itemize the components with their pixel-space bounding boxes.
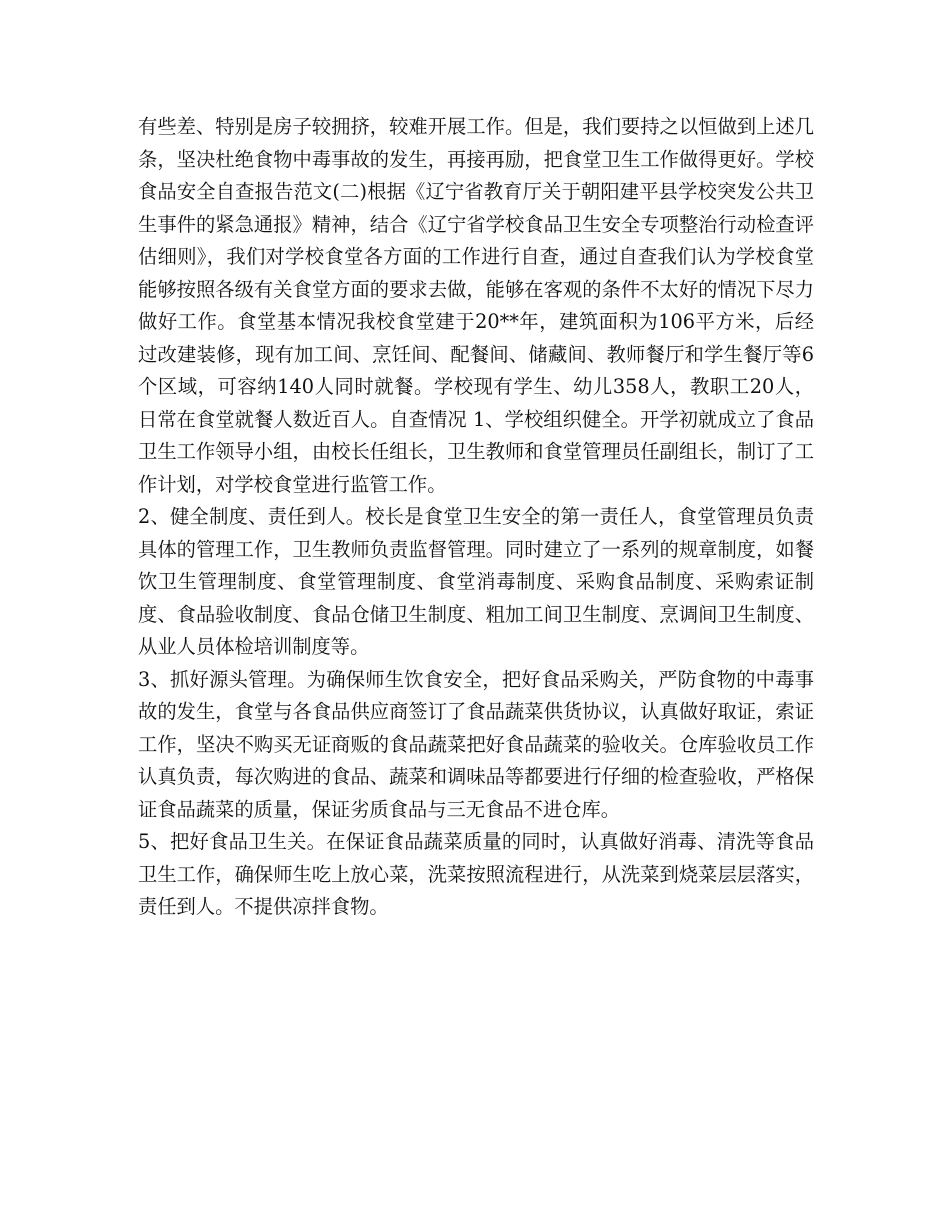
paragraph-intro-and-section-1: 有些差、特别是房子较拥挤，较难开展工作。但是，我们要持之以恒做到上述几条，坚决杜绝食物中毒事故的发生，再接再励，把食堂卫生工作做得更好。学校食品安全自查报告范文(二)根据《辽宁省教育厅关于朝阳建平县学校突发公共卫生事件的紧急通报》精神，结合《辽宁省学校食品卫生安全专项整治行动检查评估细则》，我们对学校食堂各方面的工作进行自查，通过自查我们认为学校食堂能够按照各级有关食堂方面的要求去做，能够在客观的条件不太好的情况下尽力做好工作。食堂基本情况我校食堂建于20**年，建筑面积为106平方米，后经过改建装修，现有加工间、烹饪间、配餐间、储藏间、教师餐厅和学生餐厅等6个区域，可容纳140人同时就餐。学校现有学生、幼儿358人，教职工20人，日常在食堂就餐人数近百人。自查情况 1、学校组织健全。开学初就成立了食品卫生工作领导小组，由校长任组长，卫生教师和食堂管理员任副组长，制订了工作计划，对学校食堂进行监管工作。 [138,115,814,496]
document-body [138,111,814,924]
paragraph-section-2: 2、健全制度、责任到人。校长是食堂卫生安全的第一责任人，食堂管理员负责具体的管理工作，卫生教师负责监督管理。同时建立了一系列的规章制度，如餐饮卫生管理制度、食堂管理制度、食堂消毒制度、采购食品制度、采购索证制度、食品验收制度、食品仓储卫生制度、粗加工间卫生制度、烹调间卫生制度、从业人员体检培训制度等。 [138,505,814,658]
paragraph-section-3: 3、抓好源头管理。为确保师生饮食安全，把好食品采购关，严防食物的中毒事故的发生，食堂与各食品供应商签订了食品蔬菜供货协议，认真做好取证，索证工作，坚决不购买无证商贩的食品蔬菜把好食品蔬菜的验收关。仓库验收员工作认真负责，每次购进的食品、蔬菜和调味品等都要进行仔细的检查验收，严格保证食品蔬菜的质量，保证劣质食品与三无食品不进仓库。 [138,667,814,821]
paragraph-section-5: 5、把好食品卫生关。在保证食品蔬菜质量的同时，认真做好消毒、清洗等食品卫生工作，确保师生吃上放心菜，洗菜按照流程进行，从洗菜到烧菜层层落实，责任到人。不提供凉拌食物。 [138,830,814,918]
